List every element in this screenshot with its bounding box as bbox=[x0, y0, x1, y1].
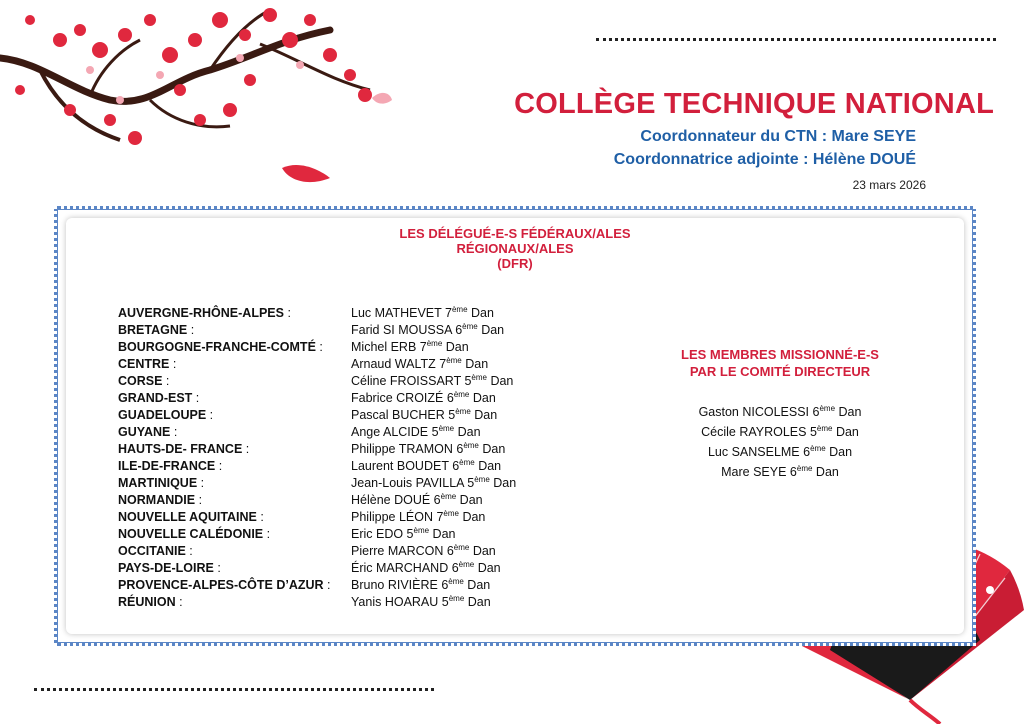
delegate-name bbox=[351, 339, 469, 356]
dfr-row bbox=[118, 373, 548, 390]
dfr-row bbox=[118, 390, 548, 407]
dan-ordinal: ème bbox=[448, 577, 464, 586]
dan-ordinal: ème bbox=[440, 492, 457, 501]
delegate-name bbox=[351, 560, 501, 577]
region-separator: : bbox=[192, 391, 200, 405]
document-date: 23 mars 2026 bbox=[852, 178, 926, 192]
dfr-heading-line2: RÉGIONAUX/ALES bbox=[456, 241, 574, 256]
delegate-name bbox=[351, 492, 483, 509]
delegate-name bbox=[351, 577, 490, 594]
region-name bbox=[118, 424, 177, 441]
member-name: Gaston NICOLESSI 6 bbox=[698, 405, 820, 419]
region-name bbox=[118, 441, 249, 458]
dan-ordinal: ème bbox=[455, 407, 471, 416]
member-item bbox=[660, 422, 900, 442]
dan-label: Dan bbox=[812, 465, 839, 479]
deputy-coordinator-line: Coordonnatrice adjointe : Hélène DOUÉ bbox=[613, 151, 916, 168]
dfr-row bbox=[118, 509, 548, 526]
dan-label: Dan bbox=[832, 425, 859, 439]
dan-label: Dan bbox=[489, 476, 517, 490]
dan-label: Dan bbox=[463, 578, 491, 592]
member-name: Cécile RAYROLES 5 bbox=[701, 425, 817, 439]
region-separator: : bbox=[185, 544, 193, 558]
dan-ordinal: ème bbox=[463, 441, 479, 450]
region-separator: : bbox=[315, 340, 323, 354]
delegate-name-text: Laurent BOUDET 6 bbox=[351, 459, 460, 473]
region-name bbox=[118, 560, 221, 577]
dan-label: Dan bbox=[429, 527, 456, 541]
region-separator: : bbox=[242, 442, 250, 456]
members-heading-line1: LES MEMBRES MISSIONNÉ-E-S bbox=[681, 347, 879, 362]
delegate-name-text: Fabrice CROIZÉ 6 bbox=[351, 391, 454, 405]
dfr-row bbox=[118, 458, 548, 475]
delegate-name-text: Éric MARCHAND 6 bbox=[351, 561, 459, 575]
region-separator: : bbox=[170, 425, 178, 439]
delegate-name bbox=[351, 305, 494, 322]
region-name bbox=[118, 373, 169, 390]
region-separator: : bbox=[175, 595, 183, 609]
dfr-row bbox=[118, 407, 548, 424]
member-name: Luc SANSELME 6 bbox=[707, 445, 811, 459]
region-label: ILE-DE-FRANCE bbox=[118, 459, 216, 473]
dfr-row bbox=[118, 441, 548, 458]
region-name bbox=[118, 492, 202, 509]
dan-ordinal: ème bbox=[453, 543, 470, 552]
dan-label: Dan bbox=[469, 544, 496, 558]
delegate-name-text: Pascal BUCHER 5 bbox=[351, 408, 456, 422]
delegate-name-text: Bruno RIVIÈRE 6 bbox=[351, 578, 449, 592]
delegate-name-text: Yanis HOARAU 5 bbox=[351, 595, 449, 609]
dfr-heading bbox=[365, 226, 665, 271]
region-separator: : bbox=[169, 357, 177, 371]
delegate-name-text: Farid SI MOUSSA 6 bbox=[351, 323, 463, 337]
dan-label: Dan bbox=[454, 425, 481, 439]
region-name bbox=[118, 594, 183, 611]
dan-label: Dan bbox=[442, 340, 469, 354]
delegate-name bbox=[351, 543, 496, 560]
region-separator: : bbox=[263, 527, 271, 541]
dfr-list bbox=[118, 305, 548, 611]
dan-ordinal: ème bbox=[819, 404, 836, 413]
dfr-row bbox=[118, 356, 548, 373]
dan-label: Dan bbox=[467, 306, 494, 320]
members-list bbox=[660, 402, 900, 482]
delegate-name-text: Ange ALCIDE 5 bbox=[351, 425, 439, 439]
region-name bbox=[118, 407, 213, 424]
region-name bbox=[118, 577, 331, 594]
dan-ordinal: ème bbox=[426, 339, 443, 348]
dan-label: Dan bbox=[474, 561, 501, 575]
delegate-name bbox=[351, 356, 488, 373]
dan-label: Dan bbox=[456, 493, 483, 507]
dan-ordinal: ème bbox=[413, 526, 430, 535]
region-separator: : bbox=[256, 510, 264, 524]
region-label: OCCITANIE bbox=[118, 544, 186, 558]
region-label: CENTRE bbox=[118, 357, 170, 371]
dan-label: Dan bbox=[486, 374, 514, 388]
delegate-name-text: Eric EDO 5 bbox=[351, 527, 414, 541]
member-item bbox=[660, 402, 900, 422]
member-name: Mare SEYE 6 bbox=[721, 465, 797, 479]
region-label: NOUVELLE CALÉDONIE bbox=[118, 527, 264, 541]
bottom-dotted-line bbox=[34, 688, 434, 691]
region-name bbox=[118, 458, 222, 475]
region-separator: : bbox=[284, 306, 291, 320]
dfr-row bbox=[118, 475, 548, 492]
region-separator: : bbox=[162, 374, 170, 388]
dan-label: Dan bbox=[825, 445, 853, 459]
dan-ordinal: ème bbox=[810, 444, 826, 453]
region-label: CORSE bbox=[118, 374, 163, 388]
dfr-row bbox=[118, 305, 548, 322]
dfr-heading-line1: LES DÉLÉGUÉ-E-S FÉDÉRAUX/ALES bbox=[399, 226, 631, 241]
region-separator: : bbox=[195, 493, 203, 507]
dan-ordinal: ème bbox=[458, 560, 475, 569]
region-label: RÉUNION bbox=[118, 595, 176, 609]
coordinator-line: Coordonnateur du CTN : Mare SEYE bbox=[640, 128, 916, 145]
region-label: GUYANE bbox=[118, 425, 171, 439]
region-label: MARTINIQUE bbox=[118, 476, 198, 490]
region-label: GUADELOUPE bbox=[118, 408, 207, 422]
dfr-row bbox=[118, 492, 548, 509]
dan-label: Dan bbox=[464, 595, 491, 609]
region-label: BOURGOGNE-FRANCHE-COMTÉ bbox=[118, 340, 316, 354]
dan-ordinal: ème bbox=[474, 475, 490, 484]
dan-ordinal: ème bbox=[446, 356, 462, 365]
region-label: NORMANDIE bbox=[118, 493, 196, 507]
region-name bbox=[118, 526, 270, 543]
dan-label: Dan bbox=[458, 510, 486, 524]
dan-label: Dan bbox=[461, 357, 489, 371]
region-label: PAYS-DE-LOIRE bbox=[118, 561, 214, 575]
region-separator: : bbox=[206, 408, 214, 422]
region-name bbox=[118, 305, 291, 322]
region-name bbox=[118, 322, 194, 339]
delegate-name-text: Luc MATHEVET 7 bbox=[351, 306, 452, 320]
dfr-row bbox=[118, 322, 548, 339]
dan-ordinal: ème bbox=[462, 322, 478, 331]
dan-ordinal: ème bbox=[459, 458, 475, 467]
region-separator: : bbox=[213, 561, 221, 575]
dan-ordinal: ème bbox=[471, 373, 487, 382]
dan-ordinal: ème bbox=[453, 390, 470, 399]
dfr-row bbox=[118, 594, 548, 611]
region-name bbox=[118, 390, 199, 407]
dan-label: Dan bbox=[469, 391, 496, 405]
dfr-row bbox=[118, 543, 548, 560]
dfr-row bbox=[118, 424, 548, 441]
region-label: GRAND-EST bbox=[118, 391, 193, 405]
dfr-row bbox=[118, 560, 548, 577]
region-label: PROVENCE-ALPES-CÔTE D’AZUR bbox=[118, 578, 324, 592]
delegate-name bbox=[351, 424, 481, 441]
dfr-row bbox=[118, 577, 548, 594]
delegate-name-text: Pierre MARCON 6 bbox=[351, 544, 454, 558]
dan-ordinal: ème bbox=[796, 464, 813, 473]
region-separator: : bbox=[187, 323, 195, 337]
delegate-name bbox=[351, 441, 505, 458]
dan-ordinal: ème bbox=[816, 424, 833, 433]
dan-label: Dan bbox=[477, 323, 505, 337]
region-name bbox=[118, 509, 264, 526]
delegate-name-text: Hélène DOUÉ 6 bbox=[351, 493, 441, 507]
region-label: HAUTS-DE- FRANCE bbox=[118, 442, 243, 456]
region-separator: : bbox=[197, 476, 205, 490]
dan-ordinal: ème bbox=[443, 509, 459, 518]
dan-ordinal: ème bbox=[438, 424, 455, 433]
delegate-name bbox=[351, 475, 516, 492]
dan-label: Dan bbox=[470, 408, 498, 422]
delegate-name-text: Céline FROISSART 5 bbox=[351, 374, 472, 388]
members-heading bbox=[660, 346, 900, 380]
dan-ordinal: ème bbox=[451, 305, 468, 314]
region-label: AUVERGNE-RHÔNE-ALPES bbox=[118, 306, 284, 320]
delegate-name bbox=[351, 594, 491, 611]
region-name bbox=[118, 356, 176, 373]
member-item bbox=[660, 462, 900, 482]
cherry-blossom-branch-illustration bbox=[0, 0, 400, 200]
delegate-name-text: Arnaud WALTZ 7 bbox=[351, 357, 447, 371]
region-name bbox=[118, 475, 204, 492]
dfr-heading-line3: (DFR) bbox=[497, 256, 533, 271]
member-item bbox=[660, 442, 900, 462]
delegate-name-text: Jean-Louis PAVILLA 5 bbox=[351, 476, 475, 490]
top-dotted-line bbox=[596, 38, 996, 41]
region-label: BRETAGNE bbox=[118, 323, 188, 337]
dan-ordinal: ème bbox=[448, 594, 465, 603]
delegate-name-text: Philippe TRAMON 6 bbox=[351, 442, 464, 456]
delegate-name-text: Michel ERB 7 bbox=[351, 340, 427, 354]
delegate-name bbox=[351, 458, 501, 475]
delegate-name bbox=[351, 373, 513, 390]
delegate-name bbox=[351, 322, 504, 339]
delegate-name-text: Philippe LÉON 7 bbox=[351, 510, 444, 524]
dfr-row bbox=[118, 339, 548, 356]
dfr-row bbox=[118, 526, 548, 543]
region-separator: : bbox=[215, 459, 223, 473]
members-heading-line2: PAR LE COMITÉ DIRECTEUR bbox=[689, 364, 871, 379]
dan-label: Dan bbox=[474, 459, 502, 473]
page-title: COLLÈGE TECHNIQUE NATIONAL bbox=[514, 88, 994, 120]
delegate-name bbox=[351, 407, 497, 424]
delegate-name bbox=[351, 390, 496, 407]
dan-label: Dan bbox=[478, 442, 506, 456]
region-name bbox=[118, 339, 323, 356]
delegate-name bbox=[351, 509, 485, 526]
region-label: NOUVELLE AQUITAINE bbox=[118, 510, 257, 524]
region-separator: : bbox=[323, 578, 331, 592]
dan-label: Dan bbox=[835, 405, 862, 419]
delegate-name bbox=[351, 526, 455, 543]
region-name bbox=[118, 543, 193, 560]
